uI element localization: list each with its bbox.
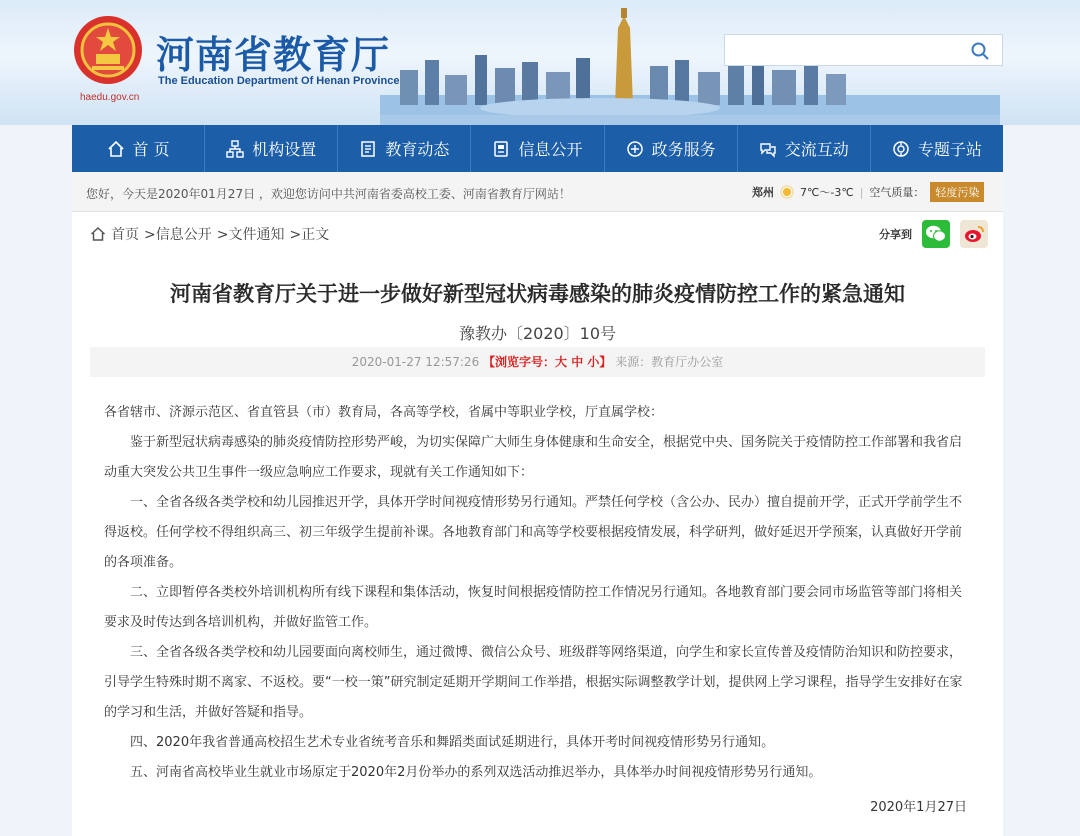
breadcrumb-info[interactable]: >信息公开	[144, 227, 212, 243]
site-title: 河南省教育厅	[156, 33, 391, 77]
weather-city: 郑州	[752, 186, 774, 199]
document-number: 豫教办〔2020〕10号	[458, 324, 617, 343]
font-size-switcher[interactable]: 【浏览字号：大 中 小】	[483, 355, 612, 369]
share-weibo-button[interactable]	[960, 220, 988, 248]
breadcrumb-home[interactable]: 首页	[111, 227, 139, 243]
weather-widget	[752, 182, 984, 202]
national-emblem-icon	[72, 14, 144, 86]
article-meta	[90, 347, 985, 377]
header-banner	[0, 0, 1080, 125]
article-paragraph: 三、全省各级各类学校和幼儿园要面向离校师生，通过微博、微信公众号、班级群等网络渠道，向学生和家长宣传普及疫情防治知识和防控要求，引导学生特殊时期不离家、不返校。要“一校一策”研究制定延期开学期间工作举措，根据实际调整教学计划，提供网上学习课程，指导学生安排好在家的学习和生活，并做好答疑和指导。	[104, 645, 963, 720]
article-source: 来源：教育厅办公室	[615, 355, 724, 369]
nav-item-label: 机构设置	[252, 140, 317, 159]
wechat-icon	[925, 224, 947, 244]
nav-item-label: 教育动态	[385, 140, 450, 159]
article-title: 河南省教育厅关于进一步做好新型冠状病毒感染的肺炎疫情防控工作的紧急通知	[170, 282, 905, 306]
article-paragraph: 四、2020年我省普通高校招生艺术专业省统考音乐和舞蹈类面试延期进行，具体开考时间视疫情形势另行通知。	[130, 735, 775, 750]
search-box	[724, 34, 1003, 66]
nav-item-label: 专题子站	[917, 140, 982, 159]
breadcrumb-current: >正文	[289, 227, 330, 243]
nav-item-news[interactable]	[338, 125, 471, 172]
news-icon	[359, 140, 377, 158]
site-domain: haedu.gov.cn	[80, 92, 140, 103]
article-paragraph: 一、全省各级各类学校和幼儿园推迟开学，具体开学时间视疫情形势另行通知。严禁任何学校（含公办、民办）擅自提前开学，正式开学前学生不得返校。任何学校不得组织高三、初三年级学生提前补课。各地教育部门和高等学校要根据疫情发展，科学研判，做好延迟开学预案，认真做好开学前的各项准备。	[104, 495, 963, 570]
home-icon	[90, 226, 106, 242]
breadcrumb	[90, 224, 329, 244]
article-paragraph: 各省辖市、济源示范区、省直管县（市）教育局，各高等学校，省属中等职业学校，厅直属学校：	[104, 405, 664, 420]
nav-item-home[interactable]	[72, 125, 205, 172]
main-nav	[72, 125, 1003, 172]
share-bar	[879, 220, 988, 248]
info-icon	[492, 140, 510, 158]
topic-icon	[892, 140, 910, 158]
nav-item-label: 信息公开	[518, 140, 583, 159]
article-body	[104, 398, 964, 788]
share-label: 分享到	[879, 228, 912, 241]
nav-item-org[interactable]	[205, 125, 338, 172]
weibo-icon	[963, 224, 985, 244]
breadcrumb-notices[interactable]: >文件通知	[216, 227, 285, 243]
sunny-icon	[780, 185, 794, 199]
nav-item-label: 首 页	[132, 140, 170, 159]
air-quality-badge: 轻度污染	[930, 182, 984, 202]
article-paragraph: 二、立即暂停各类校外培训机构所有线下课程和集体活动，恢复时间根据疫情防控工作情况另行通知。各地教育部门要会同市场监管等部门将相关要求及时传达到各培训机构，并做好监管工作。	[104, 585, 963, 630]
air-quality-label: 空气质量：	[869, 186, 925, 199]
interact-icon	[759, 140, 777, 158]
nav-item-label: 交流互动	[784, 140, 849, 159]
weather-temperature: 7℃～-3℃	[800, 186, 854, 199]
home-icon	[107, 140, 125, 158]
article-paragraph: 五、河南省高校毕业生就业市场原定于2020年2月份举办的系列双选活动推迟举办，具体举办时间视疫情形势另行通知。	[130, 765, 822, 780]
nav-item-info[interactable]	[471, 125, 604, 172]
search-input[interactable]	[725, 35, 955, 65]
nav-item-topic[interactable]	[871, 125, 1003, 172]
org-icon	[226, 140, 244, 158]
share-wechat-button[interactable]	[922, 220, 950, 248]
weather-separator: |	[859, 185, 864, 199]
nav-item-label: 政务服务	[651, 140, 716, 159]
content-panel	[72, 172, 1003, 836]
search-icon[interactable]	[970, 41, 990, 61]
sign-date: 2020年1月27日	[870, 800, 967, 815]
service-icon	[626, 140, 644, 158]
article-paragraph: 鉴于新型冠状病毒感染的肺炎疫情防控形势严峻，为切实保障广大师生身体健康和生命安全，根据党中央、国务院关于疫情防控工作部署和我省启动重大突发公共卫生事件一级应急响应工作要求，现就有关工作通知如下：	[104, 435, 963, 480]
notice-bar	[72, 172, 1003, 212]
nav-item-service[interactable]	[605, 125, 738, 172]
welcome-text: 您好，今天是2020年01月27日 ，欢迎您访问中共河南省委高校工委、河南省教育厅网站！	[86, 187, 571, 201]
publish-datetime: 2020-01-27 12:57:26	[351, 355, 480, 369]
nav-item-interact[interactable]	[738, 125, 871, 172]
site-subtitle: The Education Department Of Henan Province	[158, 75, 400, 87]
